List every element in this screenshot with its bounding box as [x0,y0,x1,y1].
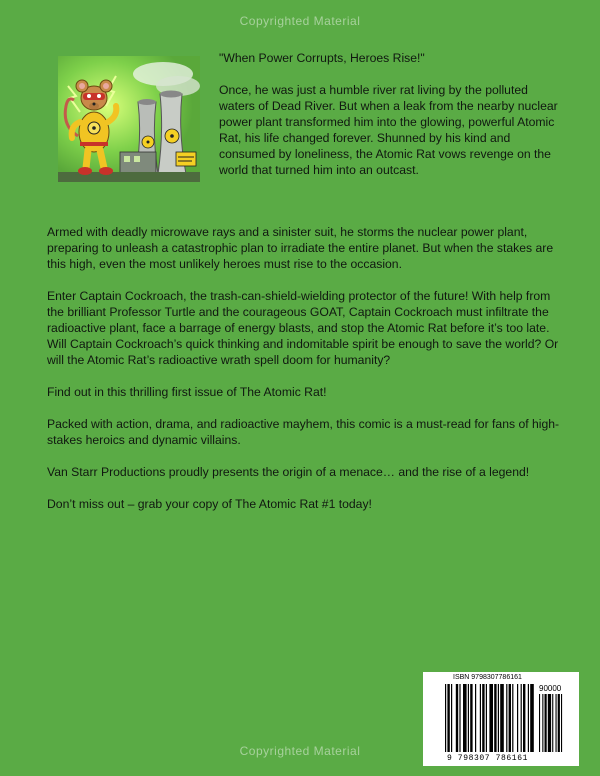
atomic-rat-illustration [58,56,200,182]
paragraph-5: Packed with action, drama, and radioactive mayhem, this comic is a must-read for fans of high-stakes heroics and dynamic villains. [47,417,560,447]
intro-paragraph: Once, he was just a humble river rat living by the polluted waters of Dead River. But when a leak from the nearby nuclear power plant transformed him into the glowing, powerful Atomic Rat, his life changed forever. Shunned by his kind and consumed by loneliness, the Atomic Rat vows revenge on the world that turned him into an outcast. [219,83,558,177]
paragraph-3: Will Captain Cockroach’s quick thinking and indomitable spirit be enough to save the world? Or will the Atomic Rat’s radioactive wrath spell doom for humanity? [47,337,559,367]
tagline: "When Power Corrupts, Heroes Rise!" [219,51,425,65]
paragraph-1: Armed with deadly microwave rays and a sinister suit, he storms the nuclear power plant, preparing to unleash a catastrophic plan to irradiate the entire planet. But when the stakes are this high, even the most unlikely heroes must rise to the occasion. [47,225,554,271]
barcode-digits: 9 798307 786161 [447,754,529,763]
intro-block [219,50,564,178]
isbn-label: ISBN 9798307786161 [453,674,522,681]
cover-art-icon [58,56,200,182]
synopsis-body [47,224,562,528]
price-code: 90000 [539,684,562,693]
paragraph-7: Don’t miss out – grab your copy of The Atomic Rat #1 today! [47,497,372,511]
paragraph-4: Find out in this thrilling first issue of The Atomic Rat! [47,385,327,399]
paragraph-2: Enter Captain Cockroach, the trash-can-shield-wielding protector of the future! With help from the brilliant Professor Turtle and the courageous GOAT, Captain Cockroach must infiltrate the radioactive plant, face a barrage of energy blasts, and stop the Atomic Rat before it’s too late. [47,289,551,335]
paragraph-6: Van Starr Productions proudly presents the origin of a menace… and the rise of a legend! [47,465,530,479]
watermark-bottom: Copyrighted Material [239,744,361,758]
watermark-top: Copyrighted Material [239,14,361,28]
